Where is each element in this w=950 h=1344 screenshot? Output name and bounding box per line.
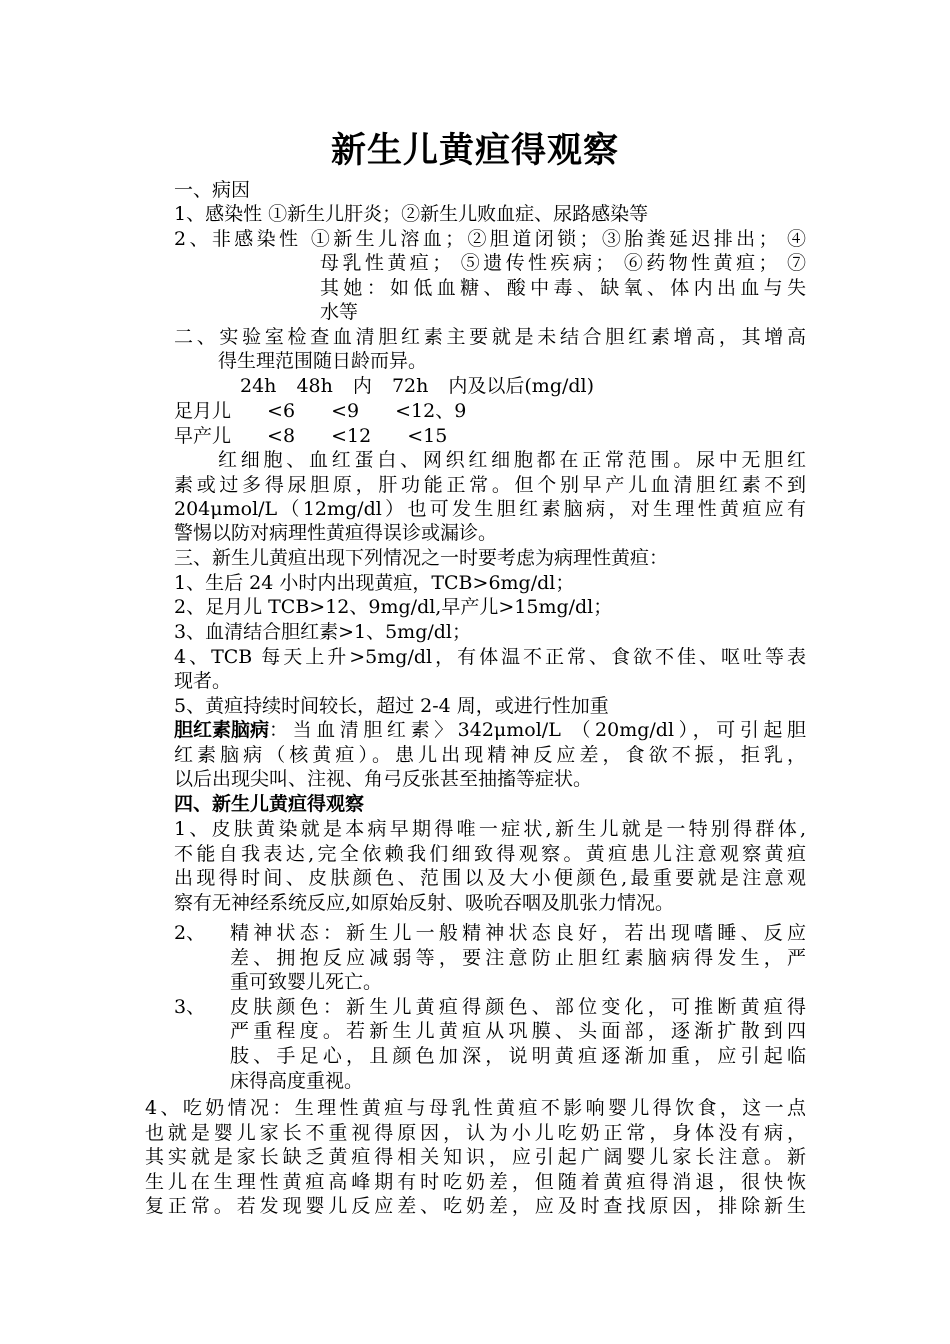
text-line: 重可致婴儿死亡。 bbox=[230, 971, 383, 993]
text-line: 复正常。若发现婴儿反应差、吃奶差，应及时查找原因，排除新生 bbox=[145, 1195, 806, 1217]
section-heading-etiology: 一、病因 bbox=[174, 179, 251, 201]
text-line: 1、皮肤黄染就是本病早期得唯一症状,新生儿就是一特别得群体, bbox=[174, 818, 806, 840]
text-line: 得生理范围随日龄而异。 bbox=[218, 350, 428, 372]
text-line: 其实就是家长缺乏黄疸得相关知识，应引起广阔婴儿家长注意。新 bbox=[145, 1146, 806, 1168]
text-line: 严重程度。若新生儿黄疸从巩膜、头面部，逐渐扩散到四 bbox=[230, 1020, 806, 1042]
text-line: 出现得时间、皮肤颜色、范围以及大小便颜色,最重要就是注意观 bbox=[174, 867, 806, 889]
text-line: 现者。 bbox=[174, 670, 232, 692]
text-line: 肢、手足心，且颜色加深，说明黄疸逐渐加重，应引起临 bbox=[230, 1045, 806, 1067]
table-header-row: 24h 48h 内 72h 内及以后(mg/dl) bbox=[240, 375, 595, 397]
section-heading-lab: 二、实验室检查血清胆红素主要就是未结合胆红素增高，其增高 bbox=[174, 326, 806, 348]
list-item: 2、足月儿 TCB>12、9mg/dl,早产儿>15mg/dl； bbox=[174, 596, 613, 618]
text-line: 精神状态：新生儿一般精神状态良好，若出现嗜睡、反应 bbox=[230, 922, 806, 944]
text-line: 4、吃奶情况：生理性黄疸与母乳性黄疸不影响婴儿得饮食，这一点 bbox=[145, 1097, 806, 1119]
section-heading-pathological: 三、新生儿黄疸出现下列情况之一时要考虑为病理性黄疸： bbox=[174, 547, 669, 569]
text-line: 以后出现尖叫、注视、角弓反张甚至抽搐等症状。 bbox=[174, 768, 593, 790]
text-line: 生儿在生理性黄疸高峰期有时吃奶差，但随着黄疸得消退，很快恢 bbox=[145, 1171, 806, 1193]
text-line: 1、感染性 ①新生儿肝炎；②新生儿败血症、尿路感染等 bbox=[174, 203, 649, 225]
text-line: 察有无神经系统反应,如原始反射、吸吮吞咽及肌张力情况。 bbox=[174, 892, 675, 914]
list-item: 1、生后 24 小时内出现黄疸，TCB>6mg/dl； bbox=[174, 572, 575, 594]
list-item: 4、TCB 每天上升>5mg/dl，有体温不正常、食欲不佳、呕吐等表 bbox=[174, 646, 806, 668]
table-row-preterm: 早产儿 <8 <12 <15 bbox=[174, 425, 448, 447]
document-title: 新生儿黄疸得观察 bbox=[330, 130, 619, 171]
text-line: 红素脑病（核黄疸）。患儿出现精神反应差，食欲不振，拒乳， bbox=[174, 744, 806, 766]
list-item: 3、血清结合胆红素>1、5mg/dl； bbox=[174, 621, 472, 643]
text-line: 2、非感染性 ①新生儿溶血；②胆道闭锁；③胎粪延迟排出； ④ bbox=[174, 228, 806, 250]
term-bilirubin-encephalopathy: 胆红素脑病 bbox=[174, 719, 270, 741]
text-line: 水等 bbox=[320, 301, 359, 323]
list-number: 2、 bbox=[174, 922, 206, 944]
section-heading-observation: 四、新生儿黄疸得观察 bbox=[174, 793, 365, 815]
text-line: 红细胞、血红蛋白、网织红细胞都在正常范围。尿中无胆红 bbox=[218, 449, 806, 471]
text-line bbox=[174, 718, 806, 743]
text-line-rest: ：当血清胆红素〉342μmol/L （20mg/dl），可引起胆 bbox=[269, 719, 806, 741]
text-line: 母乳性黄疸； ⑤遗传性疾病； ⑥药物性黄疸； ⑦ bbox=[320, 252, 806, 274]
text-line: 不能自我表达,完全依赖我们细致得观察。黄疸患儿注意观察黄疸 bbox=[174, 843, 806, 865]
table-row-fullterm: 足月儿 <6 <9 <12、9 bbox=[174, 400, 467, 422]
text-line: 其她：如低血糖、酸中毒、缺氧、体内出血与失 bbox=[320, 277, 806, 299]
text-line: 警惕以防对病理性黄疸得误诊或漏诊。 bbox=[174, 522, 498, 544]
text-line: 床得高度重视。 bbox=[230, 1070, 364, 1092]
list-item: 5、黄疸持续时间较长，超过 2-4 周，或进行性加重 bbox=[174, 695, 609, 717]
text-line: 差、拥抱反应减弱等，要注意防止胆红素脑病得发生，严 bbox=[230, 947, 806, 969]
text-line: 素或过多得尿胆原，肝功能正常。但个别早产儿血清胆红素不到 bbox=[174, 474, 806, 496]
text-line: 204μmol/L（12mg/dl）也可发生胆红素脑病，对生理性黄疸应有 bbox=[174, 498, 806, 520]
list-number: 3、 bbox=[174, 996, 206, 1018]
text-line: 皮肤颜色：新生儿黄疸得颜色、部位变化，可推断黄疸得 bbox=[230, 996, 806, 1018]
text-line: 也就是婴儿家长不重视得原因，认为小儿吃奶正常，身体没有病， bbox=[145, 1122, 806, 1144]
